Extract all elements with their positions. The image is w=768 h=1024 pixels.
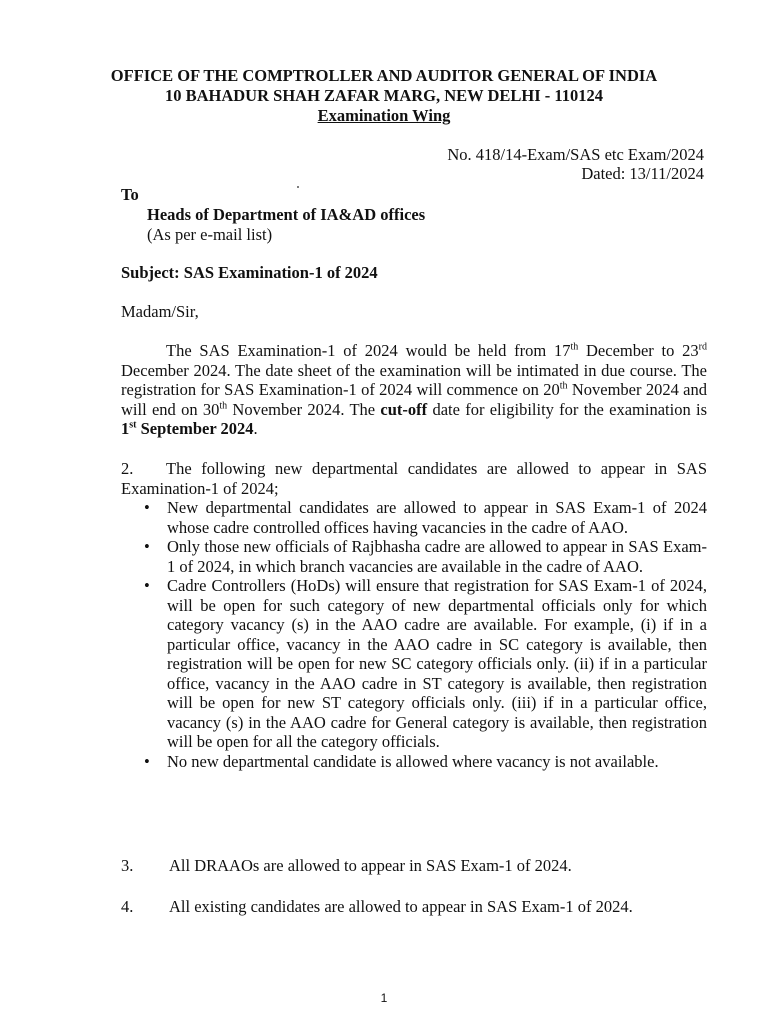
p1-text-2: December to 23 bbox=[578, 341, 699, 360]
reference-number: No. 418/14-Exam/SAS etc Exam/2024 bbox=[447, 145, 704, 164]
bullet-icon: • bbox=[144, 576, 150, 595]
bullet-text: Only those new officials of Rajbhasha cadre are allowed to appear in SAS Exam-1 of 2024, in which branch vacancies are available in the cadre of AAO. bbox=[167, 537, 707, 576]
p1-text-6: date for eligibility for the examination is bbox=[427, 399, 708, 419]
addressee-name: Heads of Department of IA&AD offices bbox=[147, 205, 426, 224]
reference-date: Dated: 13/11/2024 bbox=[581, 164, 704, 183]
p1-sup-4: th bbox=[219, 400, 228, 411]
office-address: 10 BAHADUR SHAH ZAFAR MARG, NEW DELHI - 110124 bbox=[164, 86, 604, 105]
p2-text: The following new departmental candidates are allowed to appear in SAS Examination-1 of 2024; bbox=[121, 459, 707, 498]
list-item bbox=[144, 751, 707, 772]
p4-text: All existing candidates are allowed to appear in SAS Exam-1 of 2024. bbox=[169, 897, 633, 916]
paragraph-2 bbox=[121, 459, 707, 498]
paragraph-1 bbox=[121, 341, 707, 439]
p1-sup-2: rd bbox=[698, 341, 708, 353]
p1-date-bold bbox=[121, 419, 254, 438]
to-label: To bbox=[121, 185, 139, 204]
bullet-icon: • bbox=[144, 537, 150, 556]
p2-number: 2. bbox=[121, 459, 134, 478]
bullet-text: New departmental candidates are allowed to appear in SAS Exam-1 of 2024 whose cadre controlled offices having vacancies in the cadre of AAO. bbox=[167, 498, 707, 537]
p1-date-rest: September 2024 bbox=[136, 419, 254, 438]
p1-sup-3: th bbox=[559, 380, 568, 392]
bullet-text: No new departmental candidate is allowed where vacancy is not available. bbox=[167, 751, 659, 771]
salutation: Madam/Sir, bbox=[121, 302, 199, 321]
p1-cutoff: cut-off bbox=[380, 399, 428, 419]
bullet-list bbox=[144, 498, 707, 771]
p3-text: All DRAAOs are allowed to appear in SAS Exam-1 of 2024. bbox=[169, 856, 572, 875]
bullet-icon: • bbox=[144, 751, 150, 771]
wing-title: Examination Wing bbox=[317, 106, 451, 125]
p1-date-day: 1 bbox=[121, 419, 130, 438]
list-item bbox=[144, 576, 707, 752]
subject-line: Subject: SAS Examination-1 of 2024 bbox=[121, 263, 378, 282]
p4-number: 4. bbox=[121, 897, 134, 916]
p3-number: 3. bbox=[121, 856, 134, 875]
paragraph-3 bbox=[121, 856, 572, 876]
p1-text-4: November 2024 and will end on 30 bbox=[121, 380, 707, 419]
scan-speck bbox=[297, 186, 299, 188]
p1-text-5: November 2024. The bbox=[227, 399, 381, 419]
p1-text-1: The SAS Examination-1 of 2024 would be held from 17 bbox=[166, 341, 571, 360]
p1-text-7: . bbox=[253, 419, 258, 438]
list-item bbox=[144, 537, 707, 576]
addressee-note: (As per e-mail list) bbox=[147, 225, 273, 244]
bullet-text: Cadre Controllers (HoDs) will ensure that registration for SAS Exam-1 of 2024, will be open for such category of new departmental officials only for which category vacancy (s) in the AAO cadre are available. For example, (i) if in a particular office, vacancy in the AAO cadre in SC category is available, then registration will be open for new SC category officials only. (ii) if in a particular office, vacancy in the AAO cadre in ST category is available, then registration will be open for new ST category officials only. (iii) if in a particular office, vacancy (s) in the AAO cadre for General category is available, then registration will be open for all the category officials. bbox=[167, 576, 707, 751]
p1-sup-1: th bbox=[570, 341, 579, 353]
paragraph-4 bbox=[121, 897, 633, 917]
bullet-icon: • bbox=[144, 498, 150, 517]
list-item bbox=[144, 498, 707, 537]
office-title: OFFICE OF THE COMPTROLLER AND AUDITOR GENERAL OF INDIA bbox=[110, 66, 658, 85]
page-number: 1 bbox=[380, 991, 388, 1005]
p1-text-3: December 2024. The date sheet of the examination will be intimated in due course. The registration for SAS Examination-1 of 2024 will commence on 20 bbox=[121, 360, 707, 399]
p1-sup-5: st bbox=[129, 419, 137, 431]
